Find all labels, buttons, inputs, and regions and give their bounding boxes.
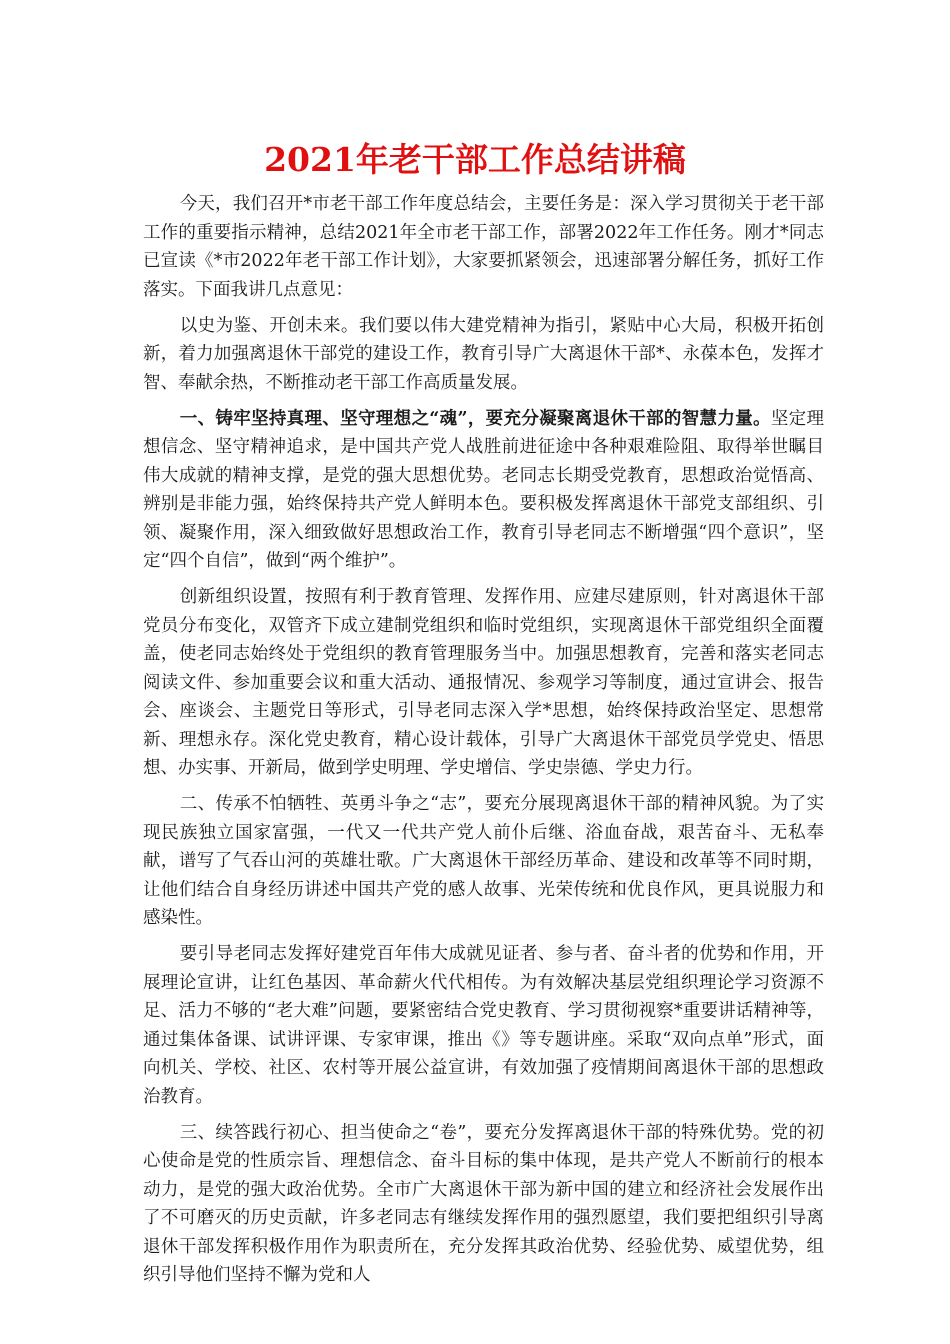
paragraph-text: 创新组织设置，按照有利于教育管理、发挥作用、应建尽建原则，针对离退休干部党员分布变化，双管齐下成立建制党组织和临时党组织，实现离退休干部党组织全面覆盖，使老同志始终处于党组织的教育管理服务当中。加强思想教育，完善和落实老同志阅读文件、参加重要会议和重大活动、通报情况、参观学习等制度，通过宣讲会、报告会、座谈会、主题党日等形式，引导老同志深入学*思想，始终保持政治坚定、思想常新、理想永存。深化党史教育，精心设计载体，引导广大离退休干部党员学党史、悟思想、办实事、开新局，做到学史明理、学史增信、学史崇德、学史力行。 [143,587,824,778]
paragraph-text: 坚定理想信念、坚守精神追求，是中国共产党人战胜前进征途中各种艰难险阻、取得举世瞩目伟大成就的精神支撑，是党的强大思想优势。老同志长期受党教育，思想政治觉悟高、辨别是非能力强，始终保持共产党人鲜明本色。要积极发挥离退休干部党支部组织、引领、凝聚作用，深入细致做好思想政治工作，教育引导老同志不断增强“四个意识”，坚定“四个自信”，做到“两个维护”。 [143,408,824,571]
document-title: 2021年老干部工作总结讲稿 [264,140,686,179]
paragraph-4 [143,583,824,783]
paragraph-1 [143,190,824,304]
paragraph-text: 二、传承不怕牺牲、英勇斗争之“志”，要充分展现离退休干部的精神风貌。为了实现民族独立国家富强，一代又一代共产党人前仆后继、浴血奋战，艰苦奋斗、无私奉献，谱写了气吞山河的英雄壮歌。广大离退休干部经历革命、建设和改革等不同时期，让他们结合自身经历讲述中国共产党的感人故事、光荣传统和优良作风，更具说服力和感染性。 [143,794,824,928]
paragraph-5 [143,790,824,933]
paragraph-7 [143,1119,824,1290]
section-heading-1: 一、铸牢坚持真理、坚守理想之“魂”，要充分凝聚离退休干部的智慧力量。 [179,408,771,429]
paragraph-text: 要引导老同志发挥好建党百年伟大成就见证者、参与者、奋斗者的优势和作用，开展理论宣讲，让红色基因、革命薪火代代相传。为有效解决基层党组织理论学习资源不足、活力不够的“老大难”问题，要紧密结合党史教育、学习贯彻视察*重要讲话精神等，通过集体备课、试讲评课、专家审课，推出《》等专题讲座。采取“双向点单”形式，面向机关、学校、社区、农村等开展公益宣讲，有效加强了疫情期间离退休干部的思想政治教育。 [143,944,824,1107]
paragraph-6 [143,940,824,1111]
paragraph-text: 以史为鉴、开创未来。我们要以伟大建党精神为指引，紧贴中心大局，积极开拓创新，着力加强离退休干部党的建设工作，教育引导广大离退休干部*、永葆本色，发挥才智、奉献余热，不断推动老干部工作高质量发展。 [143,315,824,393]
paragraph-2 [143,312,824,398]
paragraph-text: 三、续答践行初心、担当使命之“卷”，要充分发挥离退休干部的特殊优势。党的初心使命是党的性质宗旨、理想信念、奋斗目标的集中体现，是共产党人不断前行的根本动力，是党的强大政治优势。全市广大离退休干部为新中国的建立和经济社会发展作出了不可磨灭的历史贡献，许多老同志有继续发挥作用的强烈愿望，我们要把组织引导离退休干部发挥积极作用作为职责所在，充分发挥其政治优势、经验优势、威望优势，组织引导他们坚持不懈为党和人 [143,1122,824,1285]
paragraph-text: 今天，我们召开*市老干部工作年度总结会，主要任务是：深入学习贯彻关于老干部工作的重要指示精神，总结2021年全市老干部工作，部署2022年工作任务。刚才*同志已宣读《*市2022年老干部工作计划》，大家要抓紧领会，迅速部署分解任务，抓好工作落实。下面我讲几点意见： [143,194,824,300]
paragraph-3 [143,405,824,576]
document-body [143,190,824,1297]
